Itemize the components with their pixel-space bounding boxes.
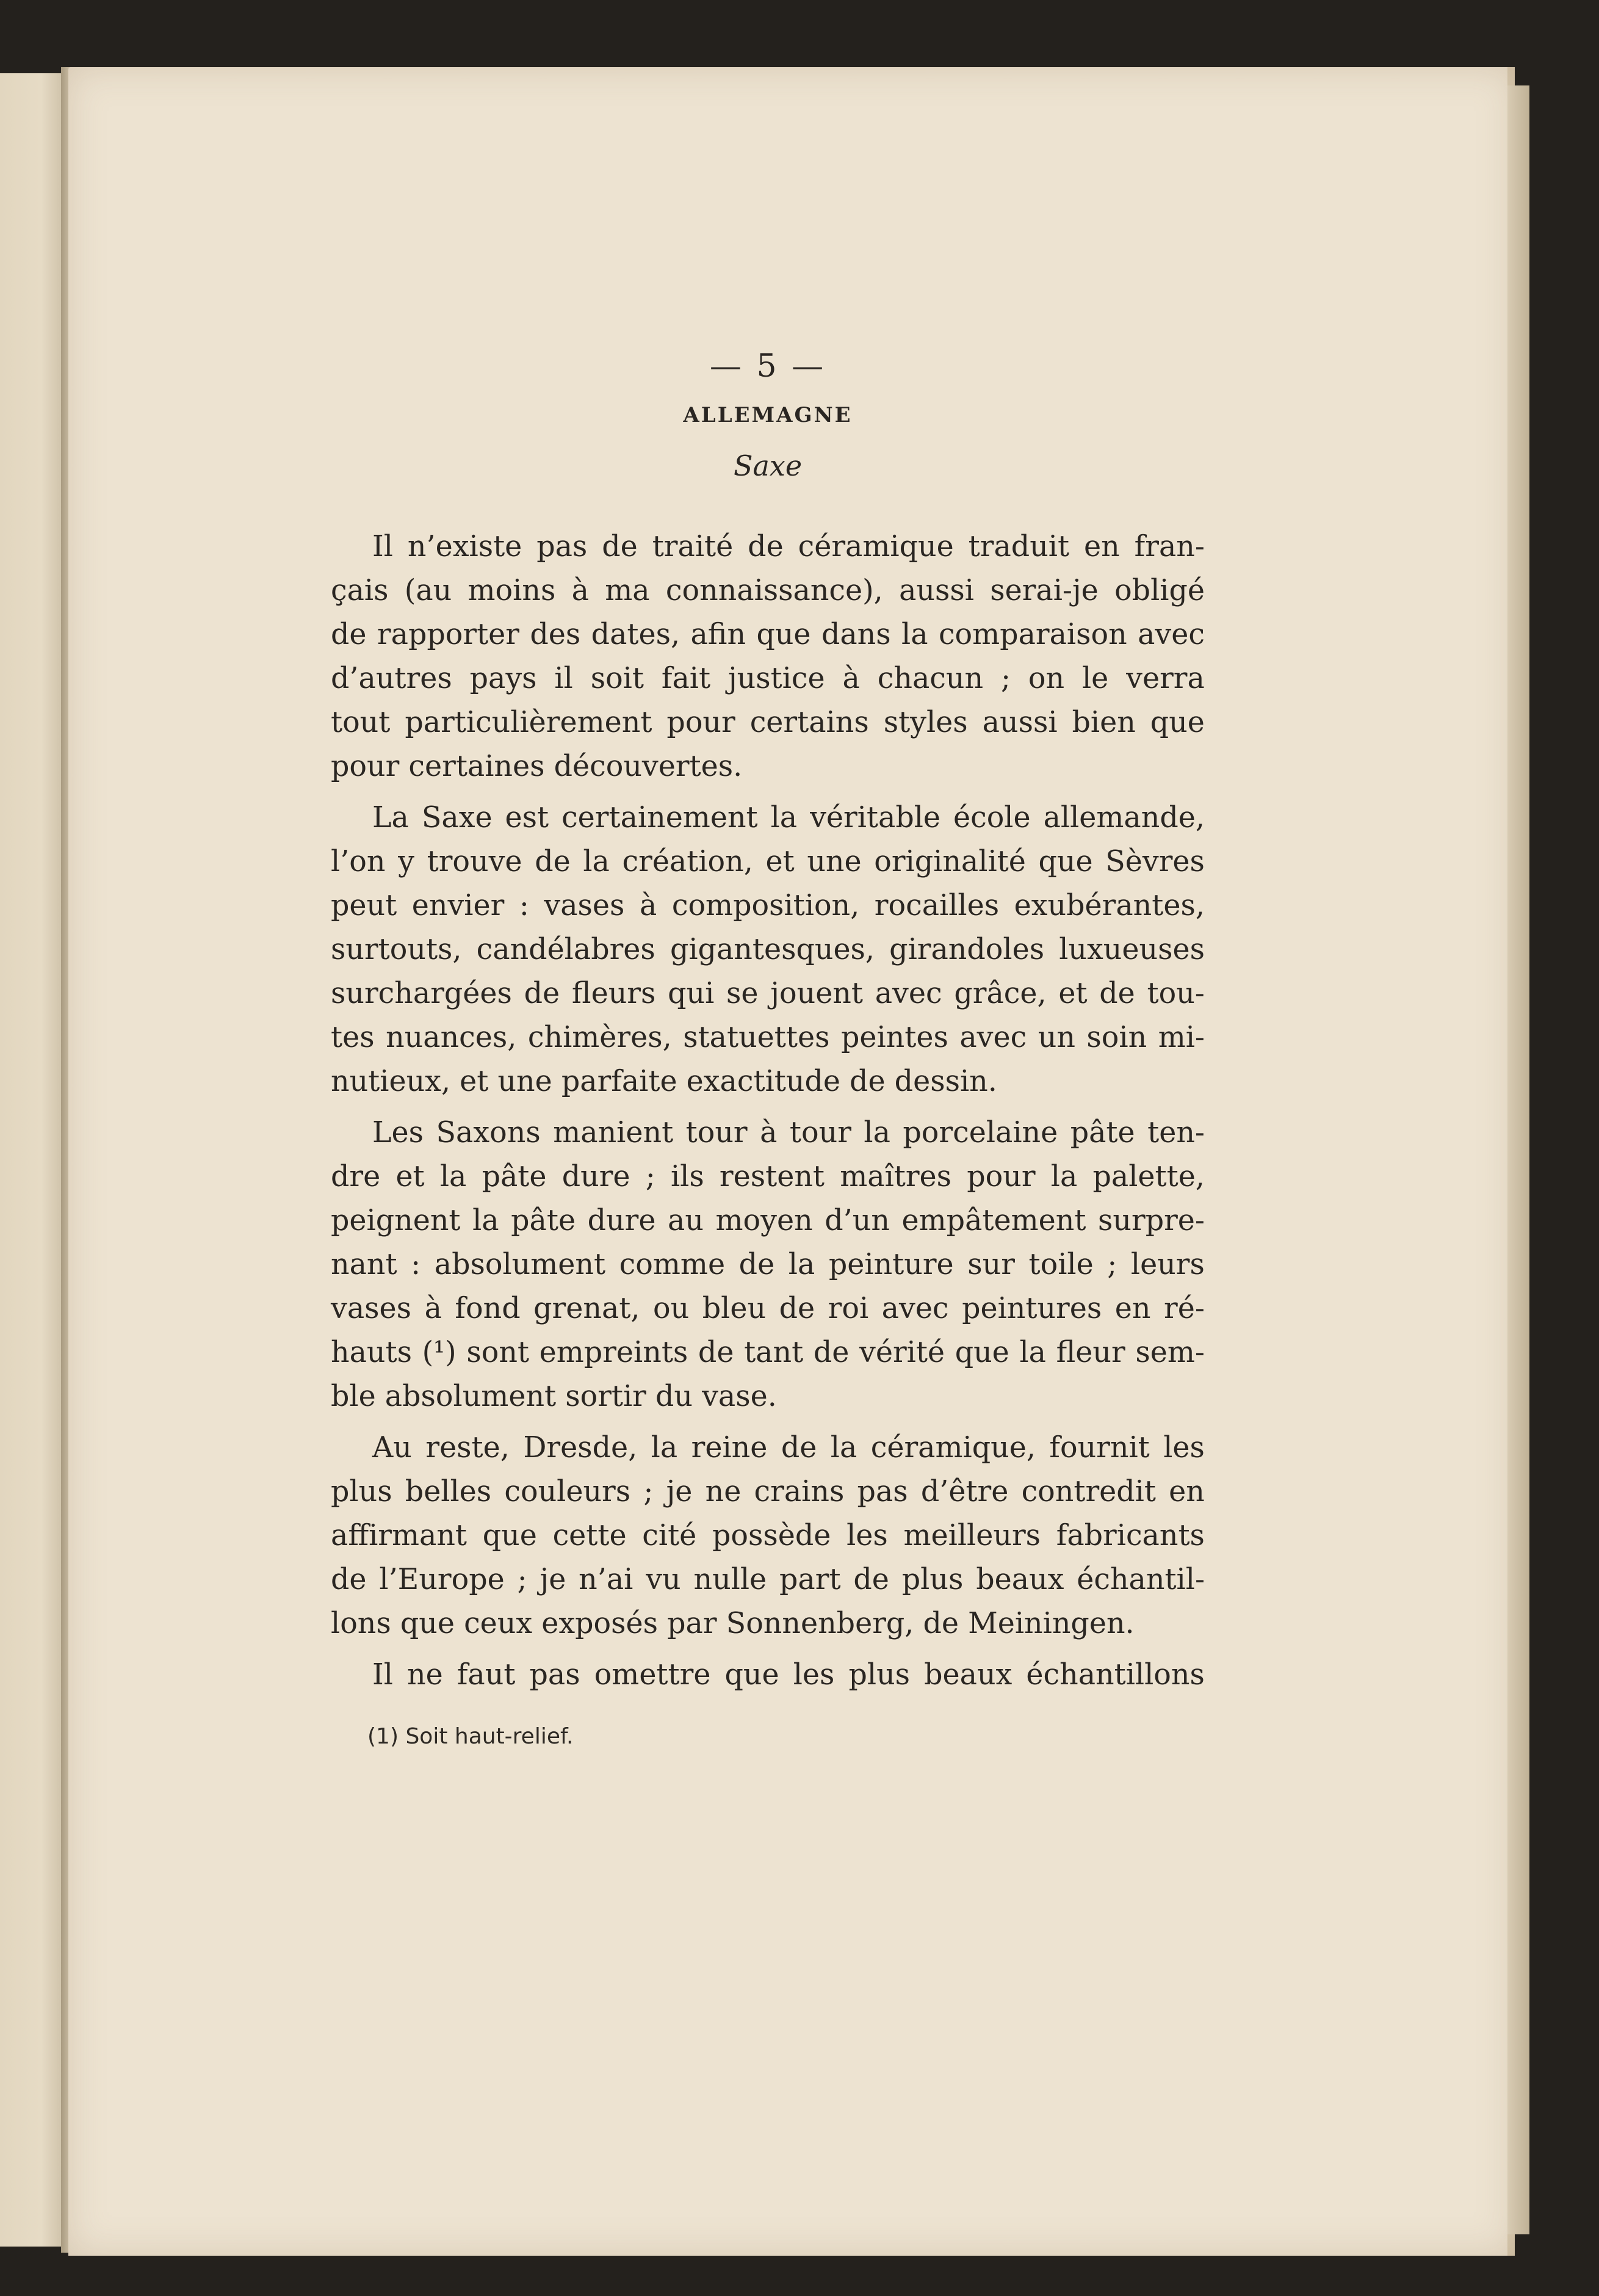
text-line: de rapporter des dates, afin que dans la comparaison avec [331, 618, 1205, 651]
text-line: dre et la pâte dure ; ils restent maîtres pour la palette, [331, 1160, 1205, 1193]
text-line: plus belles couleurs ; je ne crains pas d’être contredit en [331, 1475, 1205, 1508]
text-line: peut envier : vases à composition, rocailles exubérantes, [331, 889, 1205, 922]
text-line: tout particulièrement pour certains styles aussi bien que [331, 706, 1205, 739]
subtitle: Saxe [733, 449, 803, 482]
paragraph-3 [331, 1111, 1205, 1419]
text-line: tes nuances, chimères, statuettes peintes avec un soin mi- [331, 1021, 1205, 1054]
text-line: Les Saxons manient tour à tour la porcelaine pâte ten- [372, 1116, 1205, 1150]
text-line: de l’Europe ; je n’ai vu nulle part de plus beaux échantil- [331, 1563, 1205, 1596]
text-line: surtouts, candélabres gigantesques, girandoles luxueuses [331, 933, 1205, 966]
text-line: çais (au moins à ma connaissance), aussi serai-je obligé [331, 574, 1205, 607]
section-title: ALLEMAGNE [683, 403, 853, 427]
text-line: Il n’existe pas de traité de céramique traduit en fran- [372, 530, 1205, 563]
text-line: surchargées de fleurs qui se jouent avec grâce, et de tou- [331, 977, 1205, 1010]
text-line: lons que ceux exposés par Sonnenberg, de Meiningen. [331, 1607, 1135, 1640]
page-fore-edge [1507, 85, 1529, 2234]
text-line: ble absolument sortir du vase. [331, 1380, 777, 1413]
text-line: hauts (¹) sont empreints de tant de vérité que la fleur sem- [331, 1336, 1205, 1369]
text-line: Au reste, Dresde, la reine de la céramique, fournit les [372, 1431, 1205, 1465]
text-line: vases à fond grenat, ou bleu de roi avec peintures en ré- [331, 1292, 1205, 1325]
text-line: pour certaines découvertes. [331, 750, 743, 783]
text-line: peignent la pâte dure au moyen d’un empâtement surpre- [331, 1204, 1205, 1237]
text-line: nutieux, et une parfaite exactitude de dessin. [331, 1065, 997, 1098]
paragraph-4 [331, 1426, 1205, 1646]
paragraph-5 [331, 1653, 1205, 1697]
facing-page-edge [0, 73, 68, 2247]
page-number: — 5 — [709, 348, 826, 385]
paragraph-2 [331, 796, 1205, 1104]
text-line: affirmant que cette cité possède les meilleurs fabricants [331, 1519, 1205, 1552]
text-line: d’autres pays il soit fait justice à chacun ; on le verra [331, 662, 1205, 695]
page-text [331, 348, 1205, 1749]
paragraph-1 [331, 525, 1205, 789]
text-line: l’on y trouve de la création, et une originalité que Sèvres [331, 845, 1205, 878]
text-line: nant : absolument comme de la peinture sur toile ; leurs [331, 1248, 1205, 1281]
text-line: La Saxe est certainement la véritable école allemande, [372, 801, 1205, 835]
footnote: (1) Soit haut-relief. [367, 1724, 574, 1749]
text-line: Il ne faut pas omettre que les plus beaux échantillons [372, 1658, 1205, 1692]
